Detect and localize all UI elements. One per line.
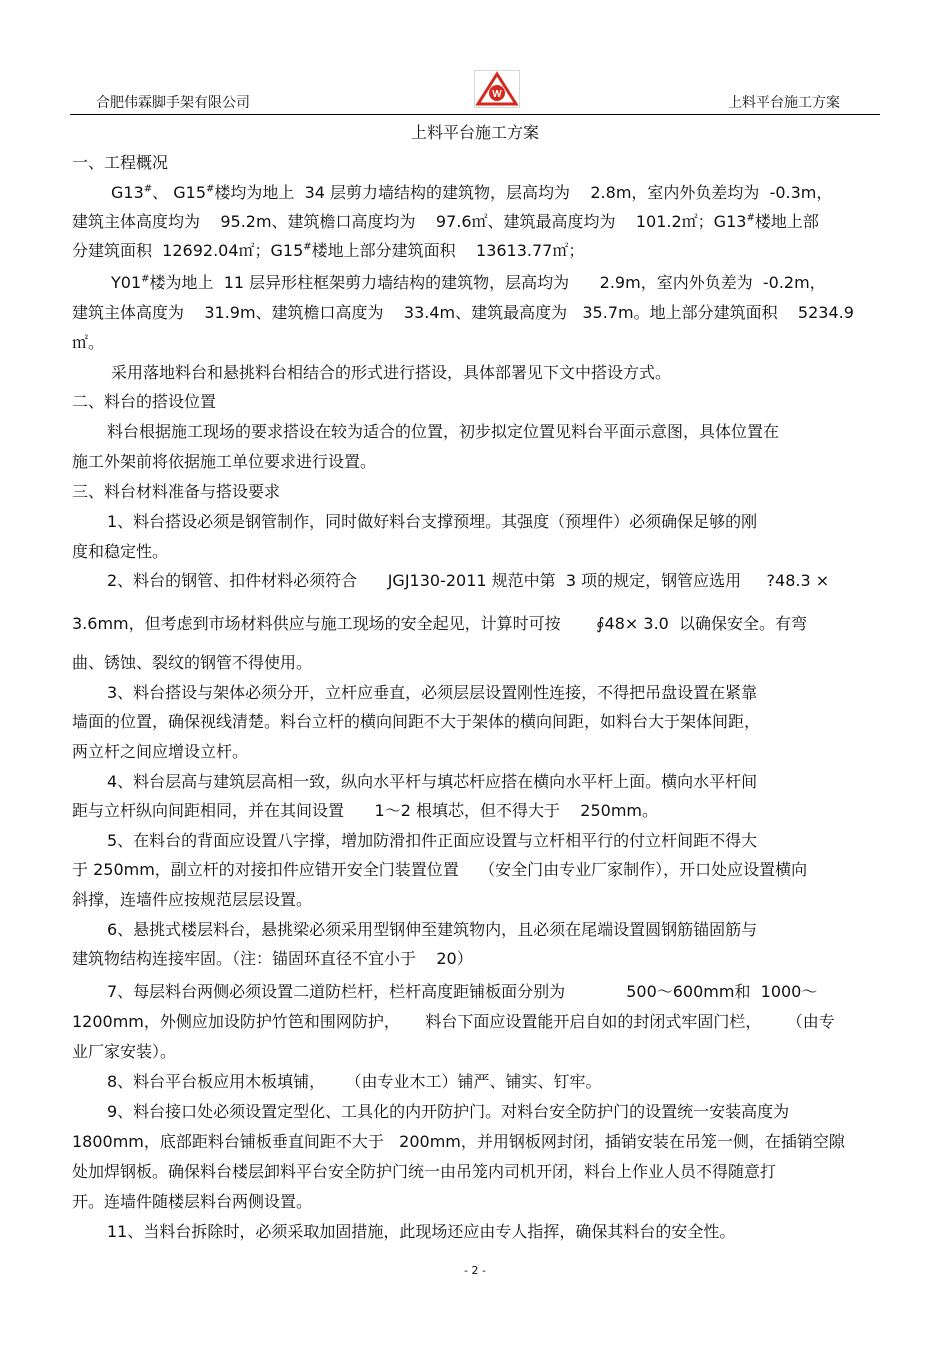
- text-line: 1、料台搭设必须是钢管制作，同时做好料台支撑预埋。其强度（预埋件）必须确保足够的刚: [107, 512, 758, 531]
- text-line: Y01#楼为地上 11 层异形柱框架剪力墙结构的建筑物，层高均为 2.9m，室内外负差为 -0.2m，: [111, 273, 826, 292]
- text-line: 处加焊钢板。确保料台楼层卸料平台安全防护门统一由吊笼内司机开闭，料台上作业人员不得随意打: [72, 1162, 777, 1181]
- text-line: 5、在料台的背面应设置八字撑，增加防滑扣件正面应设置与立杆相平行的付立杆间距不得大: [107, 831, 758, 850]
- text-line: 料台根据施工现场的要求搭设在较为适合的位置，初步拟定位置见料台平面示意图，具体位置在: [107, 422, 780, 441]
- text-line: 8、料台平台板应用木板填铺， （由专业木工）铺严、铺实、钉牢。: [107, 1072, 602, 1091]
- page-number: - 2 -: [464, 1264, 486, 1277]
- text-line: G13#、 G15#楼均为地上 34 层剪力墙结构的建筑物，层高均为 2.8m，室内外负差均为 -0.3m，: [111, 183, 833, 202]
- header-divider: [70, 114, 880, 115]
- text-line: 3.6mm，但考虑到市场材料供应与施工现场的安全起见，计算时可按 ∮48× 3.0 以确保安全。有弯: [72, 614, 808, 633]
- page-title: 上料平台施工方案: [410, 123, 539, 142]
- text-line: 建筑主体高度为 31.9m、建筑檐口高度为 33.4m、建筑最高度为 35.7m。地上部分建筑面积 5234.9: [72, 303, 854, 322]
- text-line: 墙面的位置，确保视线清楚。料台立杆的横向间距不大于架体的横向间距，如料台大于架体间距，: [72, 712, 761, 731]
- text-line: 建筑主体高度均为 95.2m、建筑檐口高度均为 97.6㎡、建筑最高度均为 101.2㎡；G13#楼地上部: [72, 212, 819, 231]
- text-line: 三、料台材料准备与搭设要求: [72, 482, 281, 501]
- text-line: 1200mm，外侧应加设防护竹笆和围网防护， 料台下面应设置能开启自如的封闭式牢固门栏， （由专: [72, 1012, 835, 1031]
- text-line: ㎡。: [72, 333, 105, 352]
- text-line: 建筑物结构连接牢固。（注：锚固环直径不宜小于 20）: [72, 949, 473, 968]
- text-line: 2、料台的钢管、扣件材料必须符合 JGJ130-2011 规范中第 3 项的规定，钢管应选用 ?48.3 ×: [107, 571, 830, 590]
- text-line: 分建筑面积 12692.04㎡；G15#楼地上部分建筑面积 13613.77㎡；: [72, 241, 585, 260]
- text-line: 6、悬挑式楼层料台，悬挑梁必须采用型钢伸至建筑物内，且必须在尾端设置圆钢筋锚固筋与: [107, 920, 758, 939]
- text-line: 业厂家安装）。: [72, 1042, 177, 1061]
- text-line: 一、工程概况: [72, 153, 169, 172]
- logo-letter: W: [492, 89, 502, 100]
- text-line: 1800mm，底部距料台铺板垂直间距不大于 200mm，并用钢板网封闭，插销安装在吊笼一侧，在插销空隙: [72, 1132, 845, 1151]
- text-line: 9、料台接口处必须设置定型化、工具化的内开防护门。对料台安全防护门的设置统一安装高度为: [107, 1102, 790, 1121]
- text-line: 斜撑，连墙件应按规范层层设置。: [72, 890, 313, 909]
- text-line: 3、料台搭设与架体必须分开，立杆应垂直，必须层层设置刚性连接，不得把吊盘设置在紧靠: [107, 683, 758, 702]
- text-line: 二、料台的搭设位置: [72, 392, 217, 411]
- text-line: 距与立杆纵向间距相同，并在其间设置 1～2 根填芯，但不得大于 250mm。: [72, 801, 659, 820]
- text-line: 11、当料台拆除时，必须采取加固措施，此现场还应由专人指挥，确保其料台的安全性。: [107, 1222, 736, 1241]
- header-doc-title: 上料平台施工方案: [728, 95, 840, 111]
- text-line: 采用落地料台和悬挑料台相结合的形式进行搭设，具体部署见下文中搭设方式。: [111, 363, 672, 382]
- company-logo-icon: [474, 70, 520, 108]
- text-line: 于 250mm，副立杆的对接扣件应错开安全门装置位置 （安全门由专业厂家制作），开口处应设置横向: [72, 860, 808, 879]
- text-line: 施工外架前将依据施工单位要求进行设置。: [72, 452, 377, 471]
- text-line: 开。连墙件随楼层料台两侧设置。: [72, 1192, 313, 1211]
- header-company-name: 合肥伟霖脚手架有限公司: [96, 95, 250, 111]
- text-line: 曲、锈蚀、裂纹的钢管不得使用。: [72, 653, 313, 672]
- text-line: 度和稳定性。: [72, 542, 169, 561]
- text-line: 两立杆之间应增设立杆。: [72, 742, 249, 761]
- text-line: 7、每层料台两侧必须设置二道防栏杆，栏杆高度距铺板面分别为 500～600mm和 1000～: [107, 982, 818, 1001]
- text-line: 4、料台层高与建筑层高相一致，纵向水平杆与填芯杆应搭在横向水平杆上面。横向水平杆间: [107, 772, 758, 791]
